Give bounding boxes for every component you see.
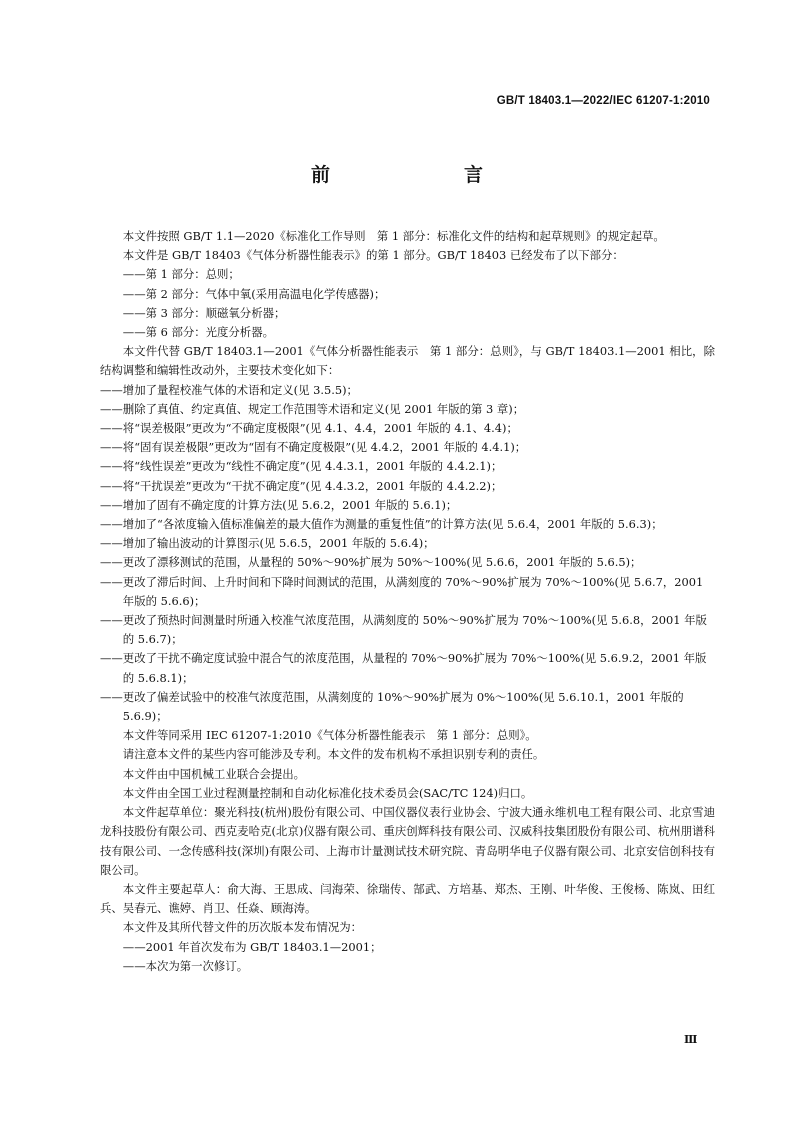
change-item	[100, 457, 715, 476]
change-item	[100, 573, 715, 611]
drafting-units-paragraph: 本文件起草单位：聚光科技(杭州)股份有限公司、中国仪器仪表行业协会、宁波大通永维机电工程有限公司、北京雪迪龙科技股份有限公司、西克麦哈克(北京)仪器有限公司、重庆创辉科技有限公司、汉威科技集团股份有限公司、杭州朋谱科技有限公司、一念传感科技(深圳)有限公司、上海市计量测试技术研究院、青岛明华电子仪器有限公司、北京安信创科技有限公司。	[100, 805, 715, 877]
list-dash: ——	[100, 574, 123, 589]
list-dash: ——	[100, 440, 123, 455]
change-item-text: 增加了量程校准气体的术语和定义(见 3.5.5)；	[122, 382, 358, 397]
history-item: ——本次为第一次修订。	[122, 958, 249, 973]
change-item	[100, 534, 715, 553]
change-item	[100, 649, 715, 687]
change-item-text: 将“干扰误差”更改为“干扰不确定度”(见 4.4.3.2，2001 年版的 4.4.2.2)；	[122, 478, 503, 493]
change-item	[100, 400, 715, 419]
change-item	[100, 496, 715, 515]
equivalence-paragraph: 本文件等同采用 IEC 61207-1:2010《气体分析器性能表示 第 1 部分：总则》。	[122, 728, 537, 743]
list-dash: ——	[100, 459, 123, 474]
parts-list-item: ——第 6 部分：光度分析器。	[122, 325, 274, 340]
change-item	[100, 477, 715, 496]
replacement-paragraph: 本文件代替 GB/T 18403.1—2001《气体分析器性能表示 第 1 部分：总则》，与 GB/T 18403.1—2001 相比，除结构调整和编辑性改动外，主要技术变化如下：	[100, 344, 715, 378]
list-dash: ——	[100, 497, 123, 512]
list-dash: ——	[100, 689, 123, 704]
change-item-text: 更改了干扰不确定度试验中混合气的浓度范围，从量程的 70%～90%扩展为 70%～100%(见 5.6.9.2，2001 年版的 5.6.8.1)；	[122, 651, 707, 685]
change-item	[100, 381, 715, 400]
list-dash: ——	[100, 382, 123, 397]
change-item-text: 增加了固有不确定度的计算方法(见 5.6.2，2001 年版的 5.6.1)；	[122, 497, 458, 512]
change-item	[100, 419, 715, 438]
foreword-body	[100, 227, 715, 976]
page-title: 前 言	[310, 164, 515, 186]
page-number: Ⅲ	[684, 1033, 698, 1046]
history-intro-paragraph: 本文件及其所代替文件的历次版本发布情况为：	[122, 920, 363, 935]
parts-list-item: ——第 3 部分：顺磁氧分析器；	[122, 305, 286, 320]
change-item-text: 删除了真值、约定真值、规定工作范围等术语和定义(见 2001 年版的第 3 章)；	[122, 401, 525, 416]
changes-list	[100, 381, 715, 727]
change-item-text: 将“线性误差”更改为“线性不确定度”(见 4.4.3.1，2001 年版的 4.4.2.1)；	[122, 459, 503, 474]
parts-list-item: ——第 2 部分：气体中氧(采用高温电化学传感器)；	[122, 286, 386, 301]
change-item	[100, 611, 715, 649]
change-item-text: 更改了偏差试验中的校准气浓度范围，从满刻度的 10%～90%扩展为 0%～100%(见 5.6.10.1，2001 年版的 5.6.9)；	[122, 689, 684, 724]
change-item-text: 将“误差极限”更改为“不确定度极限”(见 4.1、4.4，2001 年版的 4.1、4.4)；	[122, 421, 518, 436]
list-dash: ——	[100, 651, 123, 666]
drafters-paragraph: 本文件主要起草人：俞大海、王思成、闫海荣、徐瑞传、郜武、方培基、郑杰、王刚、叶华俊、王俊杨、陈岚、田红兵、吴春元、谯婷、肖卫、任焱、顾海涛。	[100, 881, 715, 916]
history-item: ——2001 年首次发布为 GB/T 18403.1—2001；	[122, 939, 382, 954]
change-item-text: 更改了预热时间测量时所通入校准气浓度范围，从满刻度的 50%～90%扩展为 70%～100%(见 5.6.8，2001 年版的 5.6.7)；	[122, 613, 707, 647]
change-item-text: 增加了输出波动的计算图示(见 5.6.5，2001 年版的 5.6.4)；	[122, 536, 435, 551]
change-item-text: 更改了漂移测试的范围，从量程的 50%～90%扩展为 50%～100%(见 5.6.6，2001 年版的 5.6.5)；	[122, 555, 642, 570]
change-item	[100, 515, 715, 534]
proposer-paragraph: 本文件由中国机械工业联合会提出。	[122, 766, 306, 781]
list-dash: ——	[100, 536, 123, 551]
patent-notice-paragraph: 请注意本文件的某些内容可能涉及专利。本文件的发布机构不承担识别专利的责任。	[122, 747, 545, 762]
list-dash: ——	[100, 613, 123, 628]
list-dash: ——	[100, 555, 123, 570]
drafting-rule-paragraph: 本文件按照 GB/T 1.1—2020《标准化工作导则 第 1 部分：标准化文件的结构和起草规则》的规定起草。	[122, 229, 665, 243]
change-item-text: 更改了滞后时间、上升时间和下降时间测试的范围，从满刻度的 70%～90%扩展为 70%～100%(见 5.6.7，2001 年版的 5.6.6)；	[122, 574, 704, 608]
change-item	[100, 688, 715, 726]
committee-paragraph: 本文件由全国工业过程测量控制和自动化标准化技术委员会(SAC/TC 124)归口。	[122, 785, 533, 800]
list-dash: ——	[100, 517, 123, 532]
parts-list-item: ——第 1 部分：总则；	[122, 267, 240, 282]
list-dash: ——	[100, 421, 123, 436]
list-dash: ——	[100, 401, 123, 416]
series-paragraph: 本文件是 GB/T 18403《气体分析器性能表示》的第 1 部分。GB/T 18403 已经发布了以下部分：	[122, 248, 624, 263]
list-dash: ——	[100, 478, 123, 493]
standard-number-header: GB/T 18403.1—2022/IEC 61207-1:2010	[496, 95, 710, 107]
change-item-text: 将“固有误差极限”更改为“固有不确定度极限”(见 4.4.2，2001 年版的 4.4.1)；	[122, 440, 527, 455]
change-item	[100, 553, 715, 572]
change-item	[100, 438, 715, 457]
change-item-text: 增加了“各浓度输入值标准偏差的最大值作为测量的重复性值”的计算方法(见 5.6.4，2001 年版的 5.6.3)；	[122, 517, 663, 532]
